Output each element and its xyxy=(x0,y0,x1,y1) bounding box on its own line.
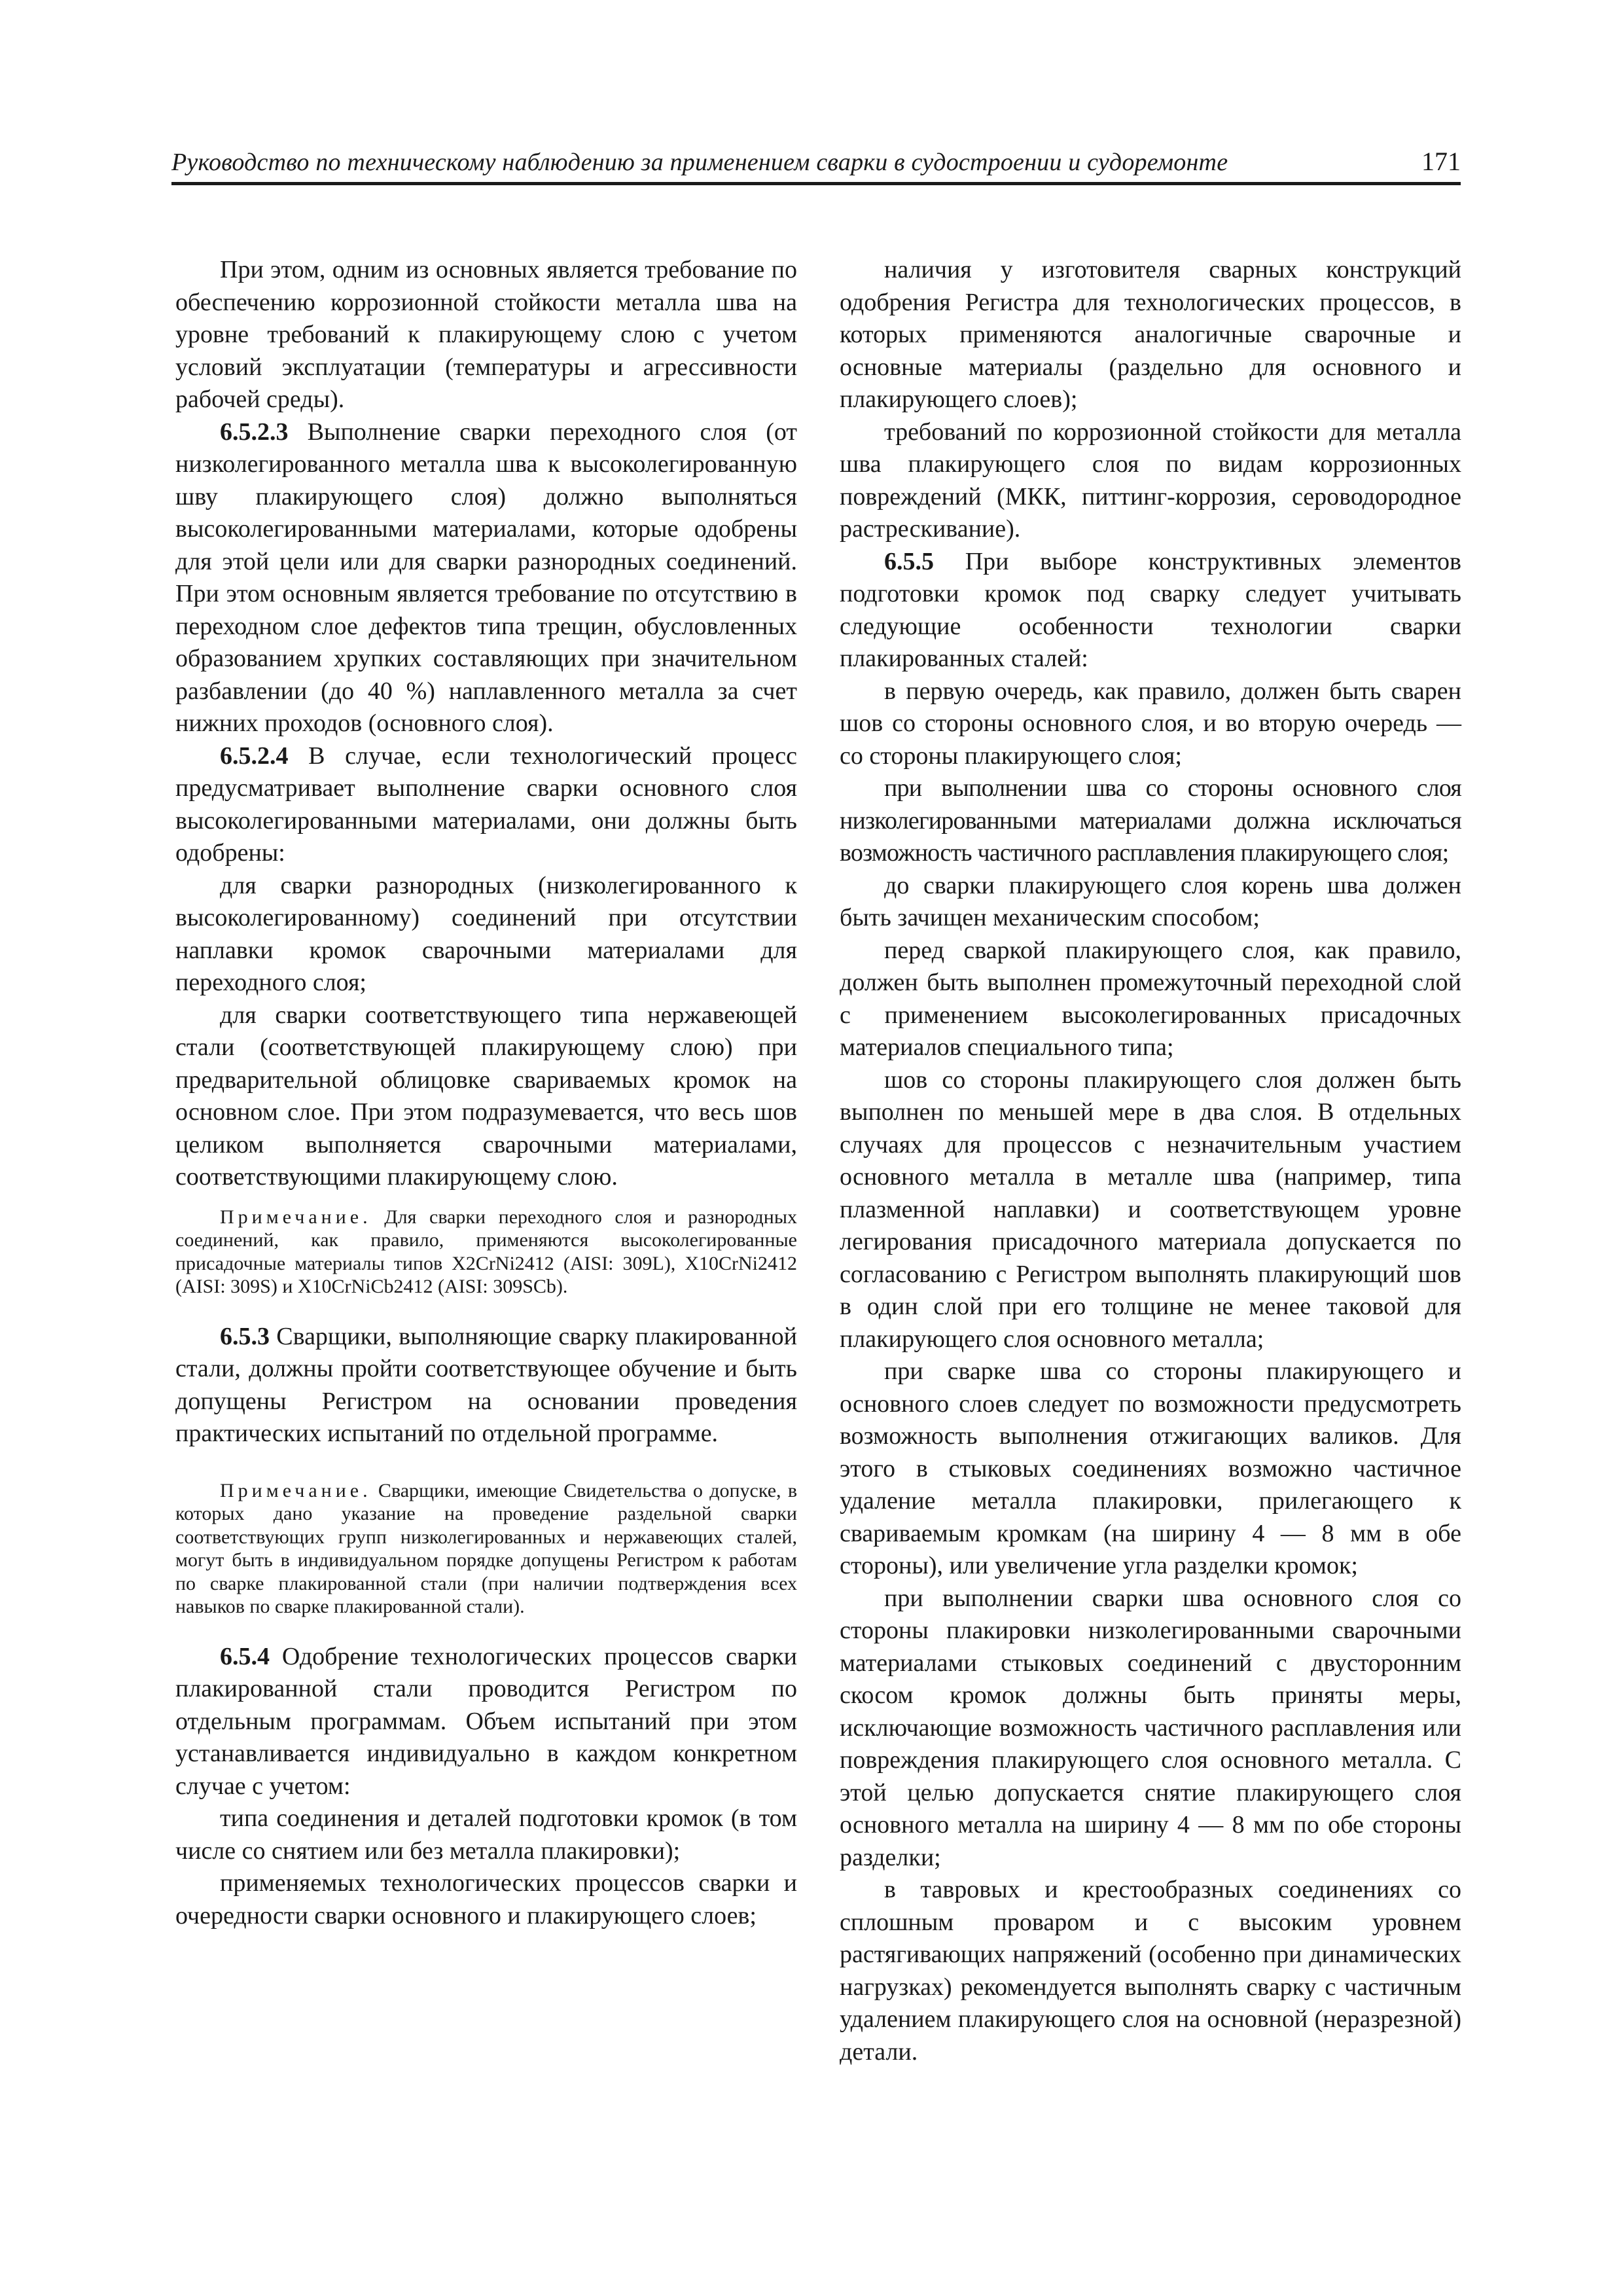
paragraph-text: В случае, если технологический процесс предусматривает выполнение сварки основного слоя высоколегированными материалами, они должны быть одобрены: xyxy=(175,742,797,867)
list-item: в тавровых и крестообразных соединениях со сплошным проваром и с высоким уровнем растягивающих напряжений (особенно при динамических нагрузках) рекомендуется выполнять сварку с частичным удалением плакирующего слоя на основной (неразрезной) детали. xyxy=(840,1876,1461,2066)
right-column xyxy=(840,254,1461,2068)
paragraph-text: Выполнение сварки переходного слоя (от низколегированного металла шва к высоколегированную шву плакирующего слоя) должно выполняться высоколегированными материалами, которые одобрены для этой цели или для сварки разнородных соединений. При этом основным является требование по отсутствию в переходном слое дефектов типа трещин, обусловленных образованием хрупких составляющих при значительном разбавлении (до 40 %) наплавленного металла за счет нижних проходов (основного слоя). xyxy=(175,418,797,737)
section-paragraph xyxy=(175,740,797,870)
list-item: наличия у изготовителя сварных конструкций одобрения Регистра для технологических процессов, в которых применяются аналогичные сварочные и основные материалы (раздельно для основного и плакирующего слоев); xyxy=(840,256,1461,413)
list-item: до сварки плакирующего слоя корень шва должен быть зачищен механическим способом; xyxy=(840,871,1461,931)
section-paragraph xyxy=(175,416,797,740)
header-title: Руководство по техническому наблюдению за применением сварки в судостроении и судоремонте xyxy=(171,149,1228,176)
list-item: типа соединения и деталей подготовки кромок (в том числе со снятием или без металла плакировки); xyxy=(175,1804,797,1865)
page-number: 171 xyxy=(1421,147,1461,176)
list-item: в первую очередь, как правило, должен быть сварен шов со стороны основного слоя, и во вторую очередь — со стороны плакирующего слоя; xyxy=(840,677,1461,770)
running-header xyxy=(171,145,1461,185)
section-number: 6.5.2.4 xyxy=(220,742,289,770)
list-item: при выполнении сварки шва основного слоя со стороны плакировки низколегированными сварочными материалами стыковых соединений с двусторонним скосом кромок должны быть приняты меры, исключающие возможность частичного расплавления или повреждения плакирующего слоя основного металла. С этой целью допускается снятие плакирующего слоя основного металла на ширину 4 — 8 мм по обе стороны разделки; xyxy=(840,1584,1461,1871)
list-item: шов со стороны плакирующего слоя должен быть выполнен по меньшей мере в два слоя. В отдельных случаях для процессов с незначительным участием основного металла в металле шва (например, типа плазменной наплавки) и соответствующем уровне легирования присадочного материала допускается по согласованию с Регистром выполнять плакирующий шов в один слой при его толщине не менее таковой для плакирующего слоя основного металла; xyxy=(840,1066,1461,1353)
list-item: для сварки разнородных (низколегированного к высоколегированному) соединений при отсутствии наплавки кромок сварочными материалами для переходного слоя; xyxy=(175,871,797,996)
list-item: требований по коррозионной стойкости для металла шва плакирующего слоя по видам коррозионных повреждений (МКК, питтинг-коррозия, сероводородное растрескивание). xyxy=(840,418,1461,543)
section-paragraph xyxy=(175,1641,797,1803)
paragraph-text: Одобрение технологических процессов сварки плакированной стали проводится Регистром по отдельным программам. Объем испытаний при этом устанавливается индивидуально в каждом конкретном случае с учетом: xyxy=(175,1642,797,1800)
list-item: для сварки соответствующего типа нержавеющей стали (соответствующей плакирующему слою) при предварительной облицовке свариваемых кромок на основном слое. При этом подразумевается, что весь шов целиком выполняется сварочными материалами, соответствующими плакирующему слою. xyxy=(175,1001,797,1191)
list-item: перед сваркой плакирующего слоя, как правило, должен быть выполнен промежуточный переходной слой с применением высоколегированных присадочных материалов специального типа; xyxy=(840,936,1461,1061)
section-number: 6.5.2.3 xyxy=(220,418,289,446)
paragraph-text: Сварщики, выполняющие сварку плакированной стали, должны пройти соответствующее обучение и быть допущены Регистром на основании проведения практических испытаний по отдельной программе. xyxy=(175,1322,797,1447)
note-label: Примечание. xyxy=(220,1206,372,1228)
paragraph-text: При выборе конструктивных элементов подготовки кромок под сварку следует учитывать следующие особенности технологии сварки плакированных сталей: xyxy=(840,547,1461,672)
section-number: 6.5.3 xyxy=(220,1322,270,1350)
section-number: 6.5.5 xyxy=(884,547,934,575)
list-item: при выполнении шва со стороны основного слоя низколегированными материалами должна исключаться возможность частичного расплавления плакирующего слоя; xyxy=(840,774,1461,867)
list-item: при сварке шва со стороны плакирующего и основного слоев следует по возможности предусмотреть возможность выполнения отжигающих валиков. Для этого в стыковых соединениях возможно частичное удаление металла плакировки, прилегающего к свариваемым кромкам (на ширину 4 — 8 мм в обе стороны), или увеличение угла разделки кромок; xyxy=(840,1357,1461,1579)
note-text: Для сварки переходного слоя и разнородных соединений, как правило, применяются высоколегированные присадочные материалы типов X2CrNi2412 (AISI: 309L), X10CrNi2412 (AISI: 309S) и X10CrNiCb2412 (AISI: 309SCb). xyxy=(175,1206,797,1297)
section-paragraph xyxy=(840,546,1461,675)
section-number: 6.5.4 xyxy=(220,1642,270,1670)
note xyxy=(175,1479,797,1619)
note-text: Сварщики, имеющие Свидетельства о допуске, в которых дано указание на проведение раздельной сварки соответствующих групп низколегированных и нержавеющих сталей, могут быть в индивидуальном порядке допущены Регистром к работам по сварке плакированной стали (при наличии подтверждения всех навыков по сварке плакированной стали). xyxy=(175,1479,797,1617)
paragraph: При этом, одним из основных является требование по обеспечению коррозионной стойкости металла шва на уровне требований к плакирующему слою с учетом условий эксплуатации (температуры и агрессивности рабочей среды). xyxy=(175,256,797,413)
note xyxy=(175,1206,797,1299)
note-label: Примечание. xyxy=(220,1479,372,1501)
left-column xyxy=(175,254,797,1932)
list-item: применяемых технологических процессов сварки и очередности сварки основного и плакирующего слоев; xyxy=(175,1869,797,1929)
section-paragraph xyxy=(175,1321,797,1450)
